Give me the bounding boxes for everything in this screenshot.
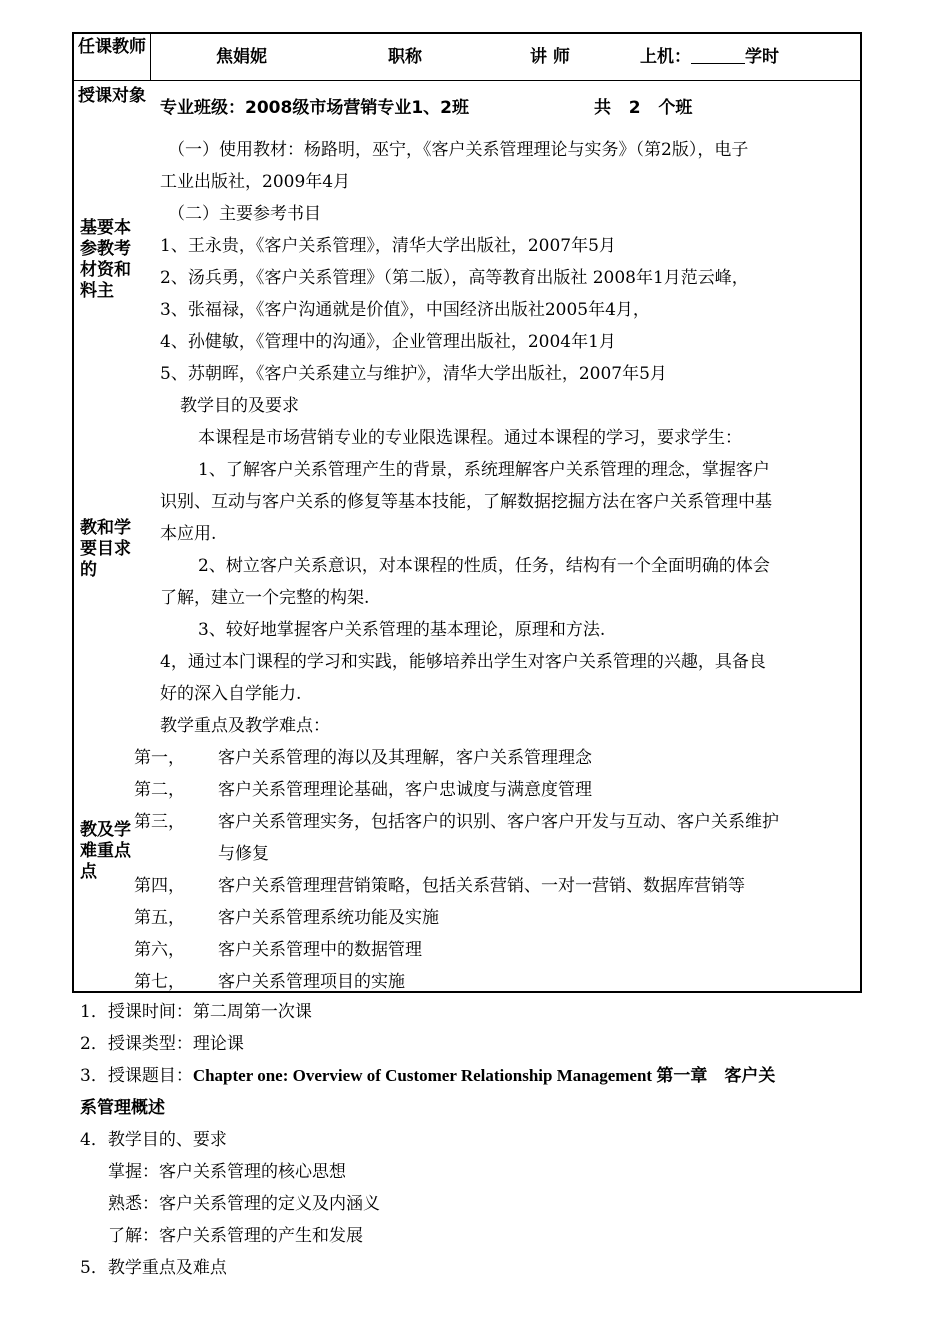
objectives-line: 3、较好地掌握客户关系管理的基本理论，原理和方法. xyxy=(198,620,606,640)
column-divider xyxy=(150,34,151,80)
lab-hours-blank xyxy=(691,45,745,64)
keypoint-text: 客户关系管理理论基础，客户忠诚度与满意度管理 xyxy=(218,780,592,800)
lecture-type: 2．授课类型：理论课 xyxy=(80,1034,244,1054)
keypoint-text: 客户关系管理理营销策略，包括关系营销、一对一营销、数据库营销等 xyxy=(218,876,745,896)
objectives-line: 识别、互动与客户关系的修复等基本技能，了解数据挖掘方法在客户关系管理中基 xyxy=(160,492,772,512)
materials-label: 基要本参教考材资和料主 xyxy=(80,218,131,301)
keypoint-num: 第六， xyxy=(134,940,185,960)
teacher-label: 任课教师 xyxy=(78,37,146,57)
objectives-line: 4，通过本门课程的学习和实践，能够培养出学生对客户关系管理的兴趣，具备良 xyxy=(160,652,766,672)
materials-line: 1、王永贵，《客户关系管理》，清华大学出版社，2007年5月 xyxy=(160,236,616,256)
materials-line: （二）主要参考书目 xyxy=(168,204,321,224)
keypoint-text: 客户关系管理的海以及其理解，客户关系管理理念 xyxy=(218,748,592,768)
keypoint-num: 第五， xyxy=(134,908,185,928)
materials-line: 3、张福禄，《客户沟通就是价值》，中国经济出版社2005年4月， xyxy=(160,300,650,320)
lecture-topic-title-cont: 系管理概述 xyxy=(80,1098,165,1118)
materials-line: （一）使用教材：杨路明，巫宁，《客户关系管理理论与实务》（第2版），电子 xyxy=(168,140,749,160)
objective-understand: 了解：客户关系管理的产生和发展 xyxy=(108,1226,363,1246)
class-count xyxy=(594,92,692,124)
objectives-line: 了解，建立一个完整的构架. xyxy=(160,588,370,608)
materials-line: 5、苏朝晖，《客户关系建立与维护》，清华大学出版社，2007年5月 xyxy=(160,364,667,384)
keypoints-label: 教及学难重点点 xyxy=(80,820,131,882)
keypoint-num: 第七， xyxy=(134,972,185,992)
objectives-label: 教和学要目求的 xyxy=(80,518,131,580)
materials-line: 2、汤兵勇，《客户关系管理》（第二版），高等教育出版社 2008年1月范云峰， xyxy=(160,268,749,288)
objectives-line: 本课程是市场营销专业的专业限选课程。通过本课程的学习，要求学生： xyxy=(198,428,742,448)
objective-familiar: 熟悉：客户关系管理的定义及内涵义 xyxy=(108,1194,380,1214)
lab-hours xyxy=(640,41,779,73)
lecture-time: 1．授课时间：第二周第一次课 xyxy=(80,1002,312,1022)
objectives-line: 好的深入自学能力. xyxy=(160,684,302,704)
course-info-table xyxy=(72,32,862,993)
lecture-topic-label: 3．授课题目： xyxy=(80,1066,193,1086)
count-value: 2 xyxy=(628,98,641,118)
materials-line: 4、孙健敏，《管理中的沟通》，企业管理出版社，2004年1月 xyxy=(160,332,616,352)
objectives-line: 1、了解客户关系管理产生的背景，系统理解客户关系管理的理念，掌握客户 xyxy=(198,460,770,480)
count-prefix: 共 xyxy=(594,98,611,118)
title-label: 职称 xyxy=(388,47,422,67)
objective-master: 掌握：客户关系管理的核心思想 xyxy=(108,1162,346,1182)
keypoint-num: 第二， xyxy=(134,780,185,800)
objectives-line: 教学目的及要求 xyxy=(180,396,299,416)
target-label: 授课对象 xyxy=(78,86,146,106)
objectives-heading: 4．教学目的、要求 xyxy=(80,1130,227,1150)
count-suffix: 个班 xyxy=(658,98,693,118)
hours-label: 学时 xyxy=(745,47,779,67)
keypoint-num: 第一， xyxy=(134,748,185,768)
lecture-topic-title: Chapter one: Overview of Customer Relationship Management 第一章 客户关 xyxy=(192,1066,776,1085)
objectives-line: 2、树立客户关系意识，对本课程的性质，任务，结构有一个全面明确的体会 xyxy=(198,556,770,576)
title-value: 讲 师 xyxy=(530,47,570,67)
keypoint-num: 第四， xyxy=(134,876,185,896)
keypoint-text: 客户关系管理系统功能及实施 xyxy=(218,908,439,928)
class-text: 专业班级：2008级市场营销专业1、2班 xyxy=(160,98,469,118)
lecture-topic xyxy=(80,1060,775,1092)
teacher-name: 焦娟妮 xyxy=(216,47,267,67)
keypoint-num: 第三， xyxy=(134,812,185,832)
lab-label: 上机： xyxy=(640,47,691,67)
keypoint-text: 客户关系管理中的数据管理 xyxy=(218,940,422,960)
row-divider xyxy=(74,80,860,81)
keypoint-text: 与修复 xyxy=(218,844,269,864)
objectives-line: 本应用. xyxy=(160,524,217,544)
keypoints-heading: 5．教学重点及难点 xyxy=(80,1258,227,1278)
materials-line: 工业出版社，2009年4月 xyxy=(160,172,351,192)
keypoint-text: 客户关系管理项目的实施 xyxy=(218,972,405,992)
keypoints-intro: 教学重点及教学难点： xyxy=(160,716,330,736)
keypoint-text: 客户关系管理实务，包括客户的识别、客户客户开发与互动、客户关系维护 xyxy=(218,812,779,832)
